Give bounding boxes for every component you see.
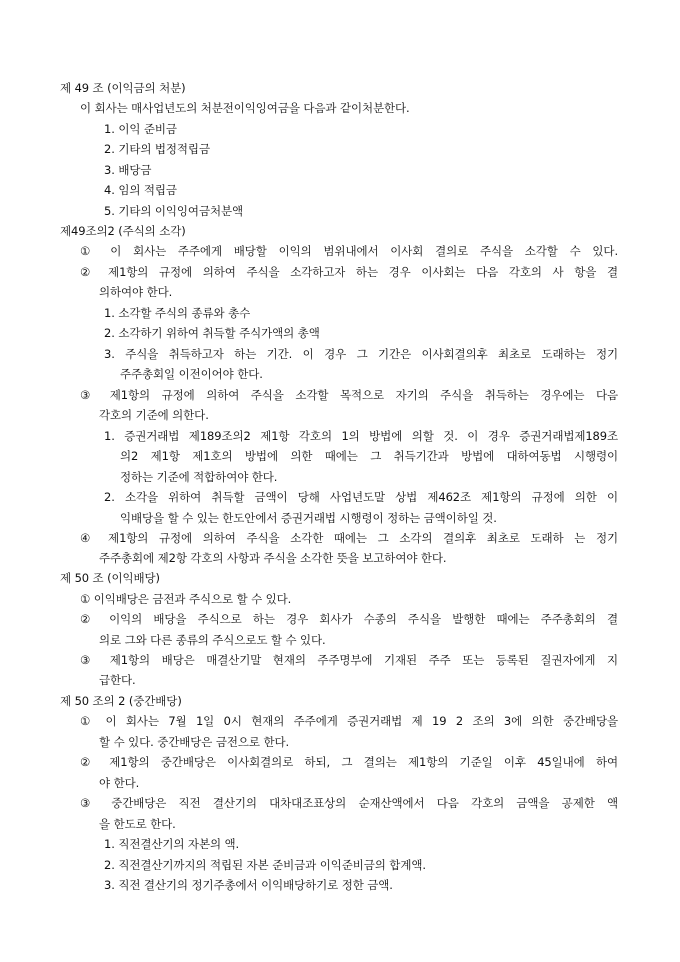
- article-49-2-paragraph-4: ④ 제1항의 규정에 의하여 주식을 소각한 때에는 그 소각의 결의후 최초로 도래하 는 정기: [80, 531, 618, 545]
- article-50-2-paragraph-3-cont: 을 한도로 한다.: [99, 817, 176, 831]
- article-50-2-paragraph-1: ① 이 회사는 7월 1일 0시 현재의 주주에게 증권거래법 제 19 2 조의 3에 의한 중간배당을: [80, 714, 618, 728]
- article-50-2-paragraph-2-cont: 야 한다.: [99, 776, 140, 790]
- article-49-2-p3-item-cont: 익배당을 할 수 있는 한도안에서 증권거래법 시행령이 정하는 금액이하일 것.: [120, 511, 497, 525]
- article-49-2-p2-item: 3. 주식을 취득하고자 하는 기간. 이 경우 그 기간은 이사회결의후 최초로 도래하는 정기: [104, 347, 618, 361]
- article-50-paragraph-3-cont: 급한다.: [99, 673, 136, 687]
- article-49-2-paragraph-2-cont: 의하여야 한다.: [99, 285, 173, 299]
- article-49-2-paragraph-2: ② 제1항의 규정에 의하여 주식을 소각하고자 하는 경우 이사회는 다음 각호의 사 항을 결: [80, 265, 618, 279]
- article-49-heading: 제 49 조 (이익금의 처분): [60, 81, 186, 95]
- article-50-2-paragraph-1-cont: 할 수 있다. 중간배당은 금전으로 한다.: [99, 735, 290, 749]
- article-49-intro: 이 회사는 매사업년도의 처분전이익잉여금을 다음과 같이처분한다.: [80, 101, 410, 115]
- article-50-paragraph-2: ② 이익의 배당을 주식으로 하는 경우 회사가 수종의 주식을 발행한 때에는 주주총회의 결: [80, 612, 618, 626]
- article-49-2-p3-item: 1. 증권거래법 제189조의2 제1항 각호의 1의 방법에 의할 것. 이 경우 증권거래법제189조: [104, 429, 618, 443]
- article-50-2-paragraph-2: ② 제1항의 중간배당은 이사회결의로 하되, 그 결의는 제1항의 기준일 이후 45일내에 하여: [80, 755, 618, 769]
- article-49-2-p2-item-cont: 주주총회일 이전이어야 한다.: [120, 367, 263, 381]
- article-49-2-p2-item: 1. 소각할 주식의 종류와 총수: [104, 306, 251, 320]
- article-49-2-p3-item-cont: 정하는 기준에 적합하여야 한다.: [120, 470, 278, 484]
- article-50-2-paragraph-3: ③ 중간배당은 직전 결산기의 대차대조표상의 순재산액에서 다음 각호의 금액을 공제한 액: [80, 796, 618, 810]
- article-49-2-paragraph-3: ③ 제1항의 규정에 의하여 주식을 소각할 목적으로 자기의 주식을 취득하는 경우에는 다음: [80, 388, 618, 402]
- article-50-paragraph-2-cont: 의로 그와 다른 종류의 주식으로도 할 수 있다.: [99, 633, 326, 647]
- article-50-2-p3-item: 3. 직전 결산기의 정기주총에서 이익배당하기로 정한 금액.: [104, 878, 393, 892]
- article-49-item: 1. 이익 준비금: [104, 122, 177, 136]
- article-49-item: 3. 배당금: [104, 163, 152, 177]
- article-49-2-p2-item: 2. 소각하기 위하여 취득할 주식가액의 총액: [104, 326, 320, 340]
- article-50-2-p3-item: 1. 직전결산기의 자본의 액.: [104, 837, 240, 851]
- article-49-2-p3-item: 2. 소각을 위하여 취득할 금액이 당해 사업년도말 상법 제462조 제1항의 규정에 의한 이: [104, 490, 618, 504]
- article-49-2-paragraph-4-cont: 주주총회에 제2항 각호의 사항과 주식을 소각한 뜻을 보고하여야 한다.: [99, 551, 447, 565]
- article-49-2-heading: 제49조의2 (주식의 소각): [60, 224, 186, 238]
- article-49-item: 5. 기타의 이익잉여금처분액: [104, 204, 243, 218]
- article-49-item: 2. 기타의 법정적립금: [104, 142, 210, 156]
- article-49-2-paragraph-3-cont: 각호의 기준에 의한다.: [99, 408, 209, 422]
- article-49-2-paragraph-1: ① 이 회사는 주주에게 배당할 이익의 범위내에서 이사회 결의로 주식을 소각할 수 있다.: [80, 244, 618, 258]
- article-50-paragraph-1: ① 이익배당은 금전과 주식으로 할 수 있다.: [80, 592, 292, 606]
- article-50-2-p3-item: 2. 직전결산기까지의 적립된 자본 준비금과 이익준비금의 합계액.: [104, 858, 426, 872]
- article-50-paragraph-3: ③ 제1항의 배당은 매결산기말 현재의 주주명부에 기재된 주주 또는 등록된 질권자에게 지: [80, 653, 618, 667]
- article-50-heading: 제 50 조 (이익배당): [60, 571, 160, 585]
- article-49-item: 4. 임의 적립금: [104, 183, 177, 197]
- article-50-2-heading: 제 50 조의 2 (중간배당): [60, 694, 182, 708]
- article-49-2-p3-item-cont: 의2 제1항 제1호의 방법에 의한 때에는 그 취득기간과 방법에 대하여동법 시행령이: [120, 449, 618, 463]
